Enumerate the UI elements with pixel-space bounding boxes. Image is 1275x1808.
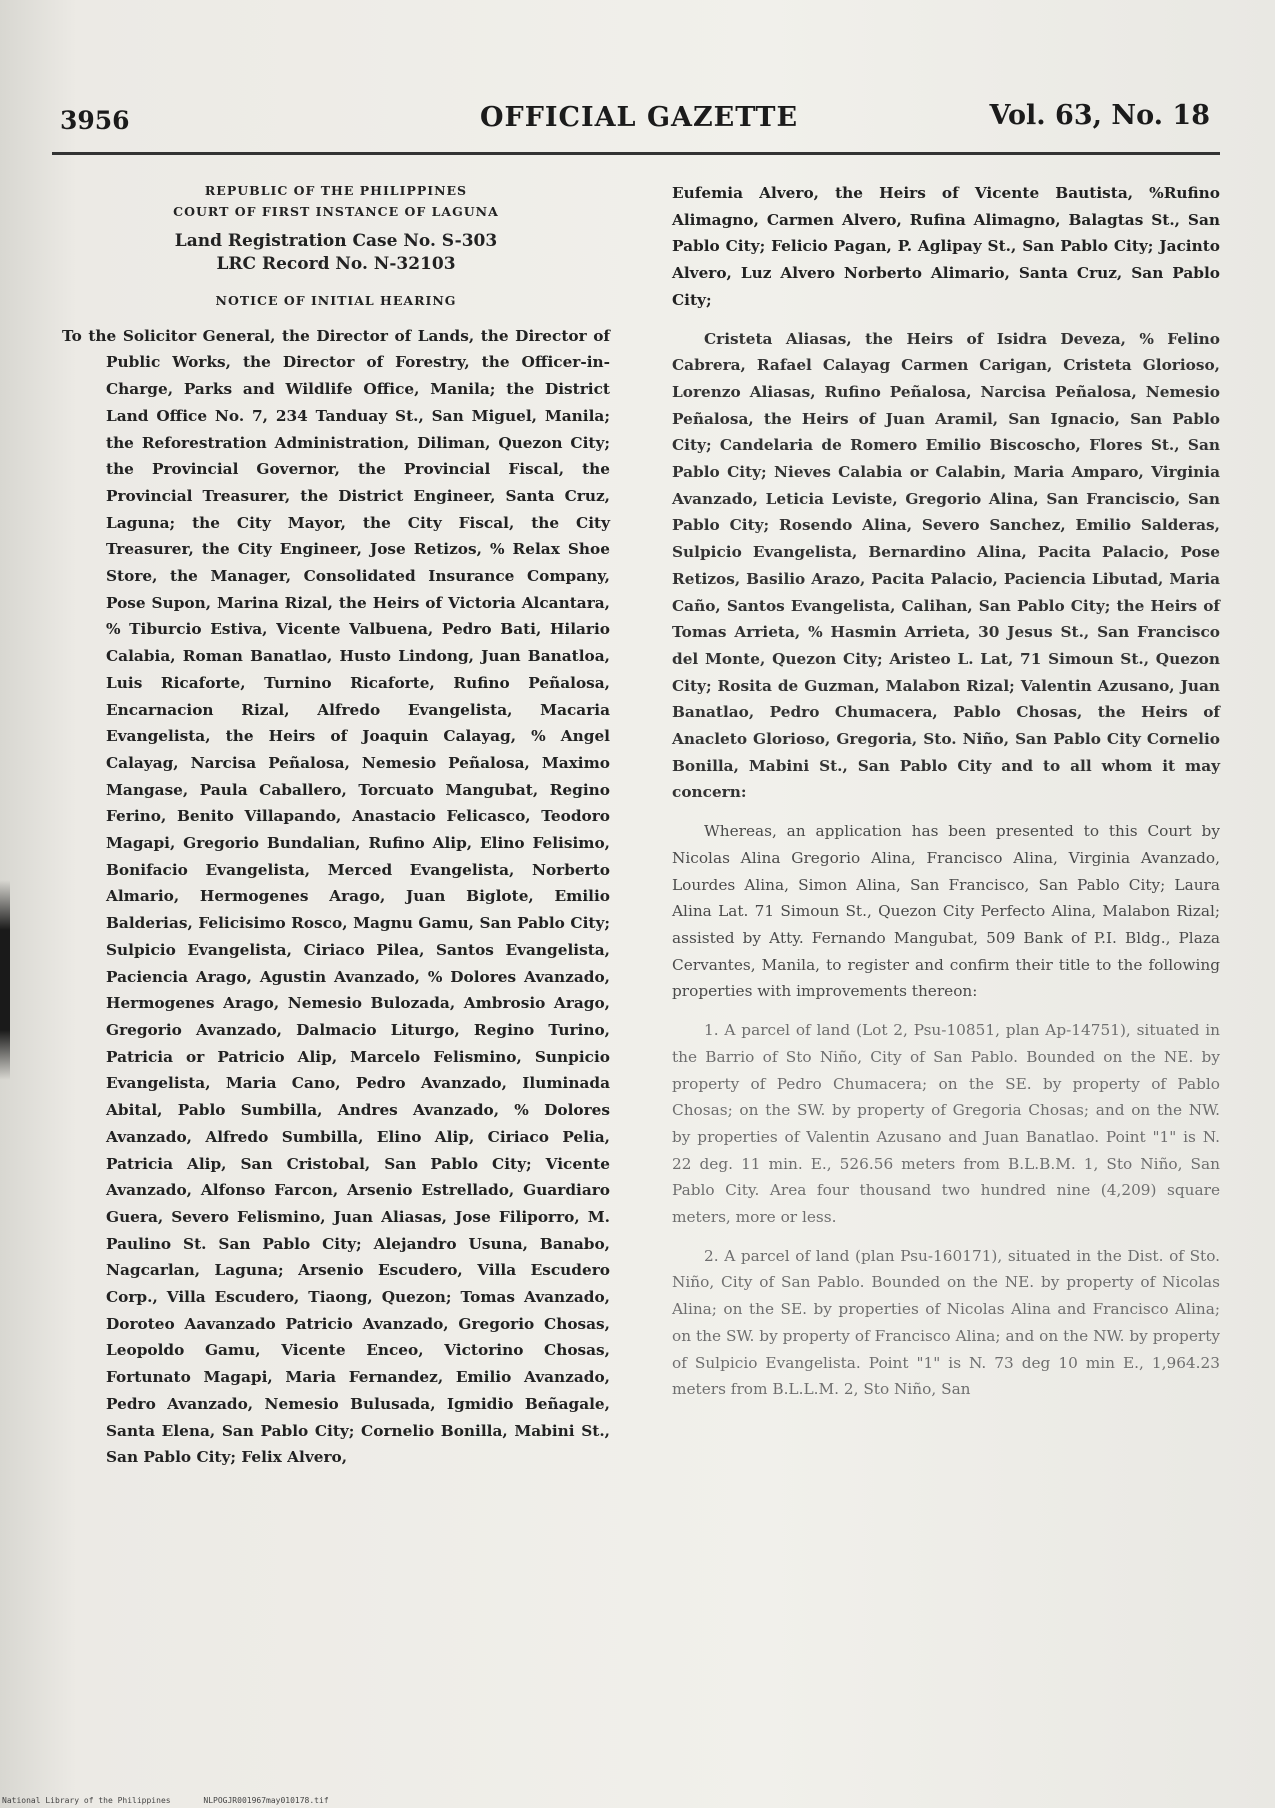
addressee-list: To the Solicitor General, the Director of Lands, the Director of Public Works, the Director of Forestry, the Officer-in-Charge, Parks and Wildlife Office, Manila; the District Land Office No. 7, 234 Tanduay St., San Miguel, Manila; the Reforestration Administration, Diliman, Quezon City; the Provincial Governor, the Provincial Fiscal, the Provincial Treasurer, the District Engineer, Santa Cruz, Laguna; the City Mayor, the City Fiscal, the City Treasurer, the City Engineer, Jose Retizos, % Relax Shoe Store, the Manager, Consolidated Insurance Company, Pose Supon, Marina Rizal, the Heirs of Victoria Alcantara, % Tiburcio Estiva, Vicente Valbuena, Pedro Bati, Hilario Calabia, Roman Banatlao, Husto Lindong, Juan Banatloa, Luis Ricaforte, Turnino Ricaforte, Rufino Peñalosa, Encarnacion Rizal, Alfredo Evangelista, Macaria Evangelista, the Heirs of Joaquin Calayag, % Angel Calayag, Narcisa Peñalosa, Nemesio Peñalosa, Maximo Mangase, Paula Caballero, Torcuato Mangubat, Regino Ferino, Benito Villapando, Anastacio Felicasco, Teodoro Magapi, Gregorio Bundalian, Rufino Alip, Elino Felisimo, Bonifacio Evangelista, Merced Evangelista, Norberto Almario, Hermogenes Arago, Juan Biglote, Emilio Balderias, Felicisimo Rosco, Magnu Gamu, San Pablo City; Sulpicio Evangelista, Ciriaco Pilea, Santos Evangelista, Paciencia Arago, Agustin Avanzado, % Dolores Avanzado, Hermogenes Arago, Nemesio Bulozada, Ambrosio Arago, Gregorio Avanzado, Dalmacio Liturgo, Regino Turino, Patricia or Patricio Alip, Marcelo Felismino, Sunpicio Evangelista, Maria Cano, Pedro Avanzado, Iluminada Abital, Pablo Sumbilla, Andres Avanzado, % Dolores Avanzado, Alfredo Sumbilla, Elino Alip, Ciriaco Pelia, Patricia Alip, San Cristobal, San Pablo City; Vicente Avanzado, Alfonso Farcon, Arsenio Estrellado, Guardiaro Guera, Severo Felismino, Juan Aliasas, Jose Filiporro, M. Paulino St. San Pablo City; Alejandro Usuna, Banabo, Nagcarlan, Laguna; Arsenio Escudero, Villa Escudero Corp., Villa Escudero, Tiaong, Quezon; Tomas Avanzado, Doroteo Aavanzado Patricio Avanzado, Gregorio Chosas, Leopoldo Gamu, Vicente Enceo, Victorino Chosas, Fortunato Magapi, Maria Fernandez, Emilio Avanzado, Pedro Avanzado, Nemesio Bulusada, Igmidio Beñagale, Santa Elena, San Pablo City; Cornelio Bonilla, Mabini St., San Pablo City; Felix Alvero, <box>62 326 610 1467</box>
library-credit: National Library of the Philippines <box>2 1796 171 1805</box>
header-rule <box>52 152 1220 155</box>
file-name: NLPOGJR001967may010178.tif <box>203 1796 329 1805</box>
left-column <box>62 180 610 1471</box>
parcel-2-description: 2. A parcel of land (plan Psu-160171), situated in the Dist. of Sto. Niño, City of San Pablo. Bounded on the NE. by property of Nicolas Alina; on the SE. by properties of Nicolas Alina and Francisco Alina; on the SW. by property of Francisco Alina; and on the NW. by property of Sulpicio Evangelista. Point "1" is N. 73 deg 10 min E., 1,964.23 meters from B.L.L.M. 2, Sto Niño, San <box>672 1246 1220 1399</box>
whereas-paragraph: Whereas, an application has been presented to this Court by Nicolas Alina Gregorio Alina, Francisco Alina, Virginia Avanzado, Lourdes Alina, Simon Alina, San Francisco, San Pablo City; Laura Alina Lat. 71 Simoun St., Quezon City Perfecto Alina, Malabon Rizal; assisted by Atty. Fernando Mangubat, 509 Bank of P.I. Bldg., Plaza Cervantes, Manila, to register and confirm their title to the following properties with improvements thereon: <box>672 822 1220 1001</box>
court-heading-republic: REPUBLIC OF THE PHILIPPINES <box>204 183 468 198</box>
court-heading-court: COURT OF FIRST INSTANCE OF LAGUNA <box>173 204 499 219</box>
gazette-title: OFFICIAL GAZETTE <box>480 102 799 133</box>
addressee-list-second-paragraph: Cristeta Aliasas, the Heirs of Isidra Deveza, % Felino Cabrera, Rafael Calayag Carmen Carigan, Cristeta Glorioso, Lorenzo Aliasas, Rufino Peñalosa, Narcisa Peñalosa, Nemesio Peñalosa, the Heirs of Juan Aramil, San Ignacio, San Pablo City; Candelaria de Romero Emilio Biscoscho, Flores St., San Pablo City; Nieves Calabia or Calabin, Maria Amparo, Virginia Avanzado, Leticia Leviste, Gregorio Alina, San Franciscio, San Pablo City; Rosendo Alina, Severo Sanchez, Emilio Salderas, Sulpicio Evangelista, Bernardino Alina, Pacita Palacio, Pose Retizos, Basilio Arazo, Pacita Palacio, Paciencia Libutad, Maria Caño, Santos Evangelista, Calihan, San Pablo City; the Heirs of Tomas Arrieta, % Hasmin Arrieta, 30 Jesus St., San Francisco del Monte, Quezon City; Aristeo L. Lat, 71 Simoun St., Quezon City; Rosita de Guzman, Malabon Rizal; Valentin Azusano, Juan Banatlao, Pedro Chumacera, Pablo Chosas, the Heirs of Anacleto Glorioso, Gregoria, Sto. Niño, San Pablo City Cornelio Bonilla, Mabini St., San Pablo City and to all whom it may concern: <box>672 329 1220 802</box>
page-number: 3956 <box>60 106 130 135</box>
case-number: Land Registration Case No. S-303 <box>174 231 498 251</box>
volume-number: Vol. 63, No. 18 <box>989 100 1210 131</box>
scan-edge-shadow <box>0 880 10 1080</box>
page-header <box>60 98 1210 146</box>
addressee-list-continued: Eufemia Alvero, the Heirs of Vicente Bautista, %Rufino Alimagno, Carmen Alvero, Rufina Alimagno, Balagtas St., San Pablo City; Felicio Pagan, P. Aglipay St., San Pablo City; Jacinto Alvero, Luz Alvero Norberto Alimario, Santa Cruz, San Pablo City; <box>672 184 1220 309</box>
right-column <box>672 180 1220 1403</box>
scan-footer <box>2 1796 357 1805</box>
parcel-1-description: 1. A parcel of land (Lot 2, Psu-10851, plan Ap-14751), situated in the Barrio of Sto Niño, City of San Pablo. Bounded on the NE. by property of Pedro Chumacera; on the SE. by property of Pablo Chosas; on the SW. by property of Gregoria Chosas; and on the NW. by properties of Valentin Azusano and Juan Banatlao. Point "1" is N. 22 deg. 11 min. E., 526.56 meters from B.L.B.M. 1, Sto Niño, San Pablo City. Area four thousand two hundred nine (4,209) square meters, more or less. <box>672 1021 1220 1227</box>
notice-title: NOTICE OF INITIAL HEARING <box>215 293 457 308</box>
lrc-record-number: LRC Record No. N-32103 <box>216 254 456 274</box>
